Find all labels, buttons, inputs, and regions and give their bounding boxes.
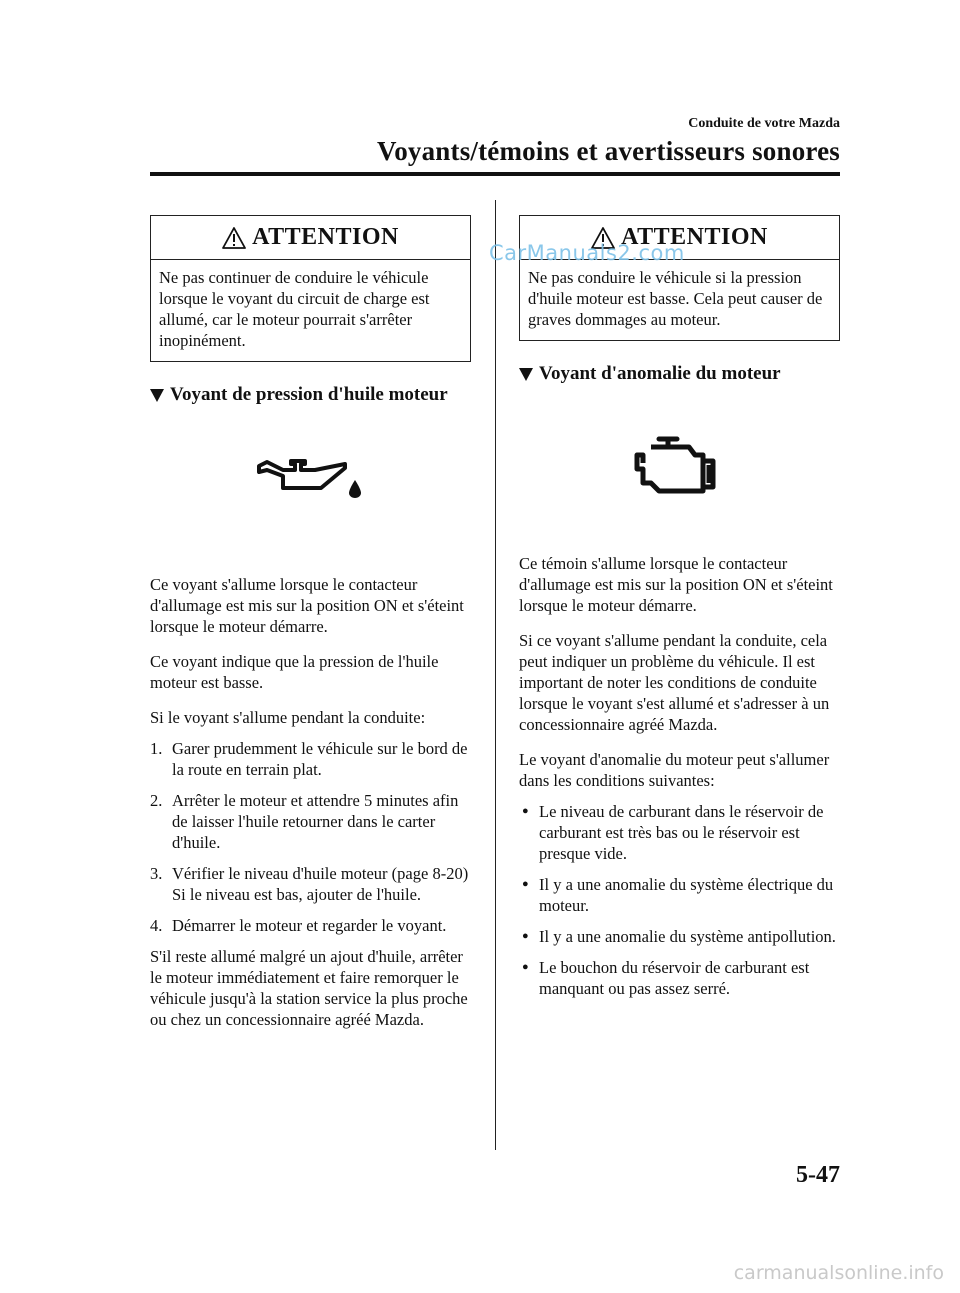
column-divider bbox=[495, 200, 496, 1150]
list-item-text: Il y a une anomalie du système antipollution. bbox=[539, 927, 836, 946]
attention-box-oil bbox=[519, 215, 840, 341]
paragraph: Si le voyant s'allume pendant la conduite: bbox=[150, 708, 426, 727]
oil-icon-container bbox=[150, 456, 470, 526]
section-title-label: Voyant de pression d'huile moteur bbox=[170, 384, 448, 405]
header-rule bbox=[150, 172, 840, 176]
list-item bbox=[150, 790, 470, 853]
attention-heading-label: ATTENTION bbox=[621, 224, 768, 250]
footer-site-link[interactable]: carmanualsonline.info bbox=[733, 1262, 944, 1284]
list-item-number: 1. bbox=[150, 739, 163, 758]
section-marker-icon bbox=[519, 368, 533, 381]
bullet-icon: ● bbox=[522, 961, 529, 973]
list-item bbox=[150, 738, 470, 780]
list-item-number: 4. bbox=[150, 916, 163, 935]
list-item bbox=[519, 801, 839, 864]
list-item bbox=[519, 874, 839, 916]
list-item-text: Arrêter le moteur et attendre 5 minutes afin de laisser l'huile retourner dans le carter d'huile. bbox=[172, 791, 459, 852]
page-title: Voyants/témoins et avertisseurs sonores bbox=[376, 136, 840, 166]
list-item-number: 2. bbox=[150, 791, 163, 810]
bullet-icon: ● bbox=[522, 805, 529, 817]
paragraph: Le voyant d'anomalie du moteur peut s'allumer dans les conditions suivantes: bbox=[519, 750, 830, 790]
list-item-number: 3. bbox=[150, 864, 163, 883]
list-item-text: Garer prudemment le véhicule sur le bord de la route en terrain plat. bbox=[172, 739, 468, 779]
paragraph: Si ce voyant s'allume pendant la conduite, cela peut indiquer un problème du véhicule. Il est important de noter les conditions de conduite lorsque le voyant s'est allumé et s'adresser à un concessionnaire agréé Mazda. bbox=[519, 631, 830, 734]
attention-text: Ne pas conduire le véhicule si la pression d'huile moteur est basse. Cela peut causer de graves dommages au moteur. bbox=[528, 268, 823, 329]
attention-heading bbox=[151, 216, 470, 260]
engine-icon-container bbox=[519, 435, 839, 505]
list-item-text: Vérifier le niveau d'huile moteur (page 8-20) Si le niveau est bas, ajouter de l'huile. bbox=[172, 864, 469, 904]
section-title-engine-malfunction bbox=[519, 363, 839, 385]
list-item bbox=[519, 957, 839, 999]
paragraph: Ce voyant s'allume lorsque le contacteur d'allumage est mis sur la position ON et s'éteint lorsque le moteur démarre. bbox=[150, 575, 464, 636]
paragraph: Ce témoin s'allume lorsque le contacteur d'allumage est mis sur la position ON et s'éteint lorsque le moteur démarre. bbox=[519, 554, 833, 615]
header-section: Conduite de votre Mazda bbox=[688, 116, 840, 131]
list-item-text: Le bouchon du réservoir de carburant est manquant ou pas assez serré. bbox=[539, 958, 810, 998]
watermark: CarManuals2.com bbox=[489, 241, 685, 265]
section-title-oil-pressure bbox=[150, 384, 470, 406]
check-engine-icon bbox=[629, 435, 729, 501]
right-column bbox=[519, 215, 839, 999]
list-item bbox=[150, 863, 470, 905]
list-item bbox=[519, 926, 839, 947]
warning-triangle-icon bbox=[222, 227, 246, 249]
attention-heading-label: ATTENTION bbox=[252, 224, 399, 250]
paragraph: Ce voyant indique que la pression de l'huile moteur est basse. bbox=[150, 652, 439, 692]
bullet-icon: ● bbox=[522, 878, 529, 890]
bullet-icon: ● bbox=[522, 930, 529, 942]
left-column bbox=[150, 215, 470, 1030]
section-title-label: Voyant d'anomalie du moteur bbox=[539, 363, 781, 384]
paragraph: S'il reste allumé malgré un ajout d'huile, arrêter le moteur immédiatement et faire remorquer le véhicule jusqu'à la station service la plus proche ou chez un concessionnaire agréé Mazda. bbox=[150, 947, 468, 1029]
attention-text: Ne pas continuer de conduire le véhicule lorsque le voyant du circuit de charge est allumé, car le moteur pourrait s'arrêter inopinément. bbox=[159, 268, 430, 350]
list-item-text: Il y a une anomalie du système électrique du moteur. bbox=[539, 875, 834, 915]
list-item-text: Le niveau de carburant dans le réservoir de carburant est très bas ou le réservoir est presque vide. bbox=[539, 802, 824, 863]
section-marker-icon bbox=[150, 389, 164, 402]
list-item-text: Démarrer le moteur et regarder le voyant. bbox=[172, 916, 447, 935]
page-number: 5-47 bbox=[796, 1162, 840, 1188]
oil-can-icon bbox=[255, 456, 365, 506]
list-item bbox=[150, 915, 470, 936]
attention-box-charge bbox=[150, 215, 471, 362]
